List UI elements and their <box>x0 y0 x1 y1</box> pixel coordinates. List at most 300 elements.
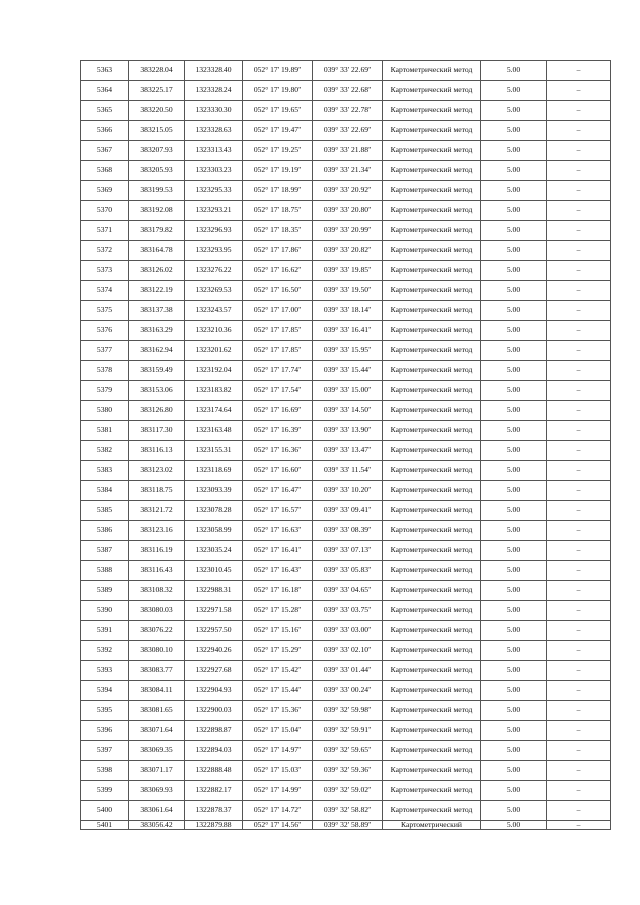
point-number-cell: 5385 <box>81 501 129 521</box>
method-cell: Картометрический <box>383 821 481 830</box>
longitude-cell: 039° 32' 58.89" <box>313 821 383 830</box>
x-coordinate-cell: 383056.42 <box>129 821 185 830</box>
longitude-cell: 039° 32' 58.82" <box>313 801 383 821</box>
y-coordinate-cell: 1323201.62 <box>185 341 243 361</box>
table-row <box>81 261 611 281</box>
method-cell: Картометрический метод <box>383 121 481 141</box>
accuracy-cell: 5.00 <box>481 761 547 781</box>
note-cell: – <box>547 441 611 461</box>
point-number-cell: 5392 <box>81 641 129 661</box>
note-cell: – <box>547 261 611 281</box>
longitude-cell: 039° 33' 00.24" <box>313 681 383 701</box>
table-row <box>81 701 611 721</box>
note-cell: – <box>547 821 611 830</box>
method-cell: Картометрический метод <box>383 461 481 481</box>
table-row <box>81 561 611 581</box>
point-number-cell: 5368 <box>81 161 129 181</box>
longitude-cell: 039° 33' 19.50" <box>313 281 383 301</box>
y-coordinate-cell: 1323328.24 <box>185 81 243 101</box>
y-coordinate-cell: 1322888.48 <box>185 761 243 781</box>
longitude-cell: 039° 33' 15.95" <box>313 341 383 361</box>
note-cell: – <box>547 401 611 421</box>
method-cell: Картометрический метод <box>383 181 481 201</box>
note-cell: – <box>547 221 611 241</box>
y-coordinate-cell: 1323295.33 <box>185 181 243 201</box>
longitude-cell: 039° 33' 11.54" <box>313 461 383 481</box>
point-number-cell: 5376 <box>81 321 129 341</box>
method-cell: Картометрический метод <box>383 261 481 281</box>
latitude-cell: 052° 17' 16.63" <box>243 521 313 541</box>
longitude-cell: 039° 33' 22.68" <box>313 81 383 101</box>
longitude-cell: 039° 32' 59.65" <box>313 741 383 761</box>
latitude-cell: 052° 17' 15.42" <box>243 661 313 681</box>
point-number-cell: 5380 <box>81 401 129 421</box>
note-cell: – <box>547 741 611 761</box>
point-number-cell: 5366 <box>81 121 129 141</box>
accuracy-cell: 5.00 <box>481 601 547 621</box>
y-coordinate-cell: 1323010.45 <box>185 561 243 581</box>
x-coordinate-cell: 383083.77 <box>129 661 185 681</box>
x-coordinate-cell: 383162.94 <box>129 341 185 361</box>
table-row <box>81 321 611 341</box>
y-coordinate-cell: 1323192.04 <box>185 361 243 381</box>
note-cell: – <box>547 721 611 741</box>
y-coordinate-cell: 1323078.28 <box>185 501 243 521</box>
x-coordinate-cell: 383069.93 <box>129 781 185 801</box>
point-number-cell: 5384 <box>81 481 129 501</box>
note-cell: – <box>547 761 611 781</box>
x-coordinate-cell: 383123.16 <box>129 521 185 541</box>
method-cell: Картометрический метод <box>383 761 481 781</box>
longitude-cell: 039° 33' 22.69" <box>313 61 383 81</box>
accuracy-cell: 5.00 <box>481 561 547 581</box>
accuracy-cell: 5.00 <box>481 241 547 261</box>
y-coordinate-cell: 1322927.68 <box>185 661 243 681</box>
method-cell: Картометрический метод <box>383 281 481 301</box>
latitude-cell: 052° 17' 15.29" <box>243 641 313 661</box>
longitude-cell: 039° 32' 59.36" <box>313 761 383 781</box>
x-coordinate-cell: 383164.78 <box>129 241 185 261</box>
y-coordinate-cell: 1323296.93 <box>185 221 243 241</box>
method-cell: Картометрический метод <box>383 201 481 221</box>
method-cell: Картометрический метод <box>383 101 481 121</box>
method-cell: Картометрический метод <box>383 321 481 341</box>
y-coordinate-cell: 1323293.21 <box>185 201 243 221</box>
latitude-cell: 052° 17' 17.86" <box>243 241 313 261</box>
longitude-cell: 039° 33' 20.80" <box>313 201 383 221</box>
x-coordinate-cell: 383137.38 <box>129 301 185 321</box>
x-coordinate-cell: 383199.53 <box>129 181 185 201</box>
point-number-cell: 5378 <box>81 361 129 381</box>
longitude-cell: 039° 33' 20.82" <box>313 241 383 261</box>
note-cell: – <box>547 661 611 681</box>
table-row <box>81 101 611 121</box>
x-coordinate-cell: 383220.50 <box>129 101 185 121</box>
note-cell: – <box>547 281 611 301</box>
table-body <box>81 61 611 830</box>
x-coordinate-cell: 383179.82 <box>129 221 185 241</box>
table-row <box>81 541 611 561</box>
latitude-cell: 052° 17' 16.39" <box>243 421 313 441</box>
accuracy-cell: 5.00 <box>481 501 547 521</box>
x-coordinate-cell: 383192.08 <box>129 201 185 221</box>
latitude-cell: 052° 17' 16.47" <box>243 481 313 501</box>
point-number-cell: 5370 <box>81 201 129 221</box>
x-coordinate-cell: 383081.65 <box>129 701 185 721</box>
accuracy-cell: 5.00 <box>481 301 547 321</box>
x-coordinate-cell: 383069.35 <box>129 741 185 761</box>
x-coordinate-cell: 383159.49 <box>129 361 185 381</box>
x-coordinate-cell: 383153.06 <box>129 381 185 401</box>
table-row <box>81 601 611 621</box>
y-coordinate-cell: 1322971.58 <box>185 601 243 621</box>
table-row <box>81 241 611 261</box>
point-number-cell: 5393 <box>81 661 129 681</box>
y-coordinate-cell: 1323328.40 <box>185 61 243 81</box>
latitude-cell: 052° 17' 17.85" <box>243 321 313 341</box>
point-number-cell: 5364 <box>81 81 129 101</box>
latitude-cell: 052° 17' 14.99" <box>243 781 313 801</box>
method-cell: Картометрический метод <box>383 521 481 541</box>
point-number-cell: 5398 <box>81 761 129 781</box>
accuracy-cell: 5.00 <box>481 541 547 561</box>
table-row <box>81 161 611 181</box>
method-cell: Картометрический метод <box>383 581 481 601</box>
x-coordinate-cell: 383080.10 <box>129 641 185 661</box>
latitude-cell: 052° 17' 19.25" <box>243 141 313 161</box>
longitude-cell: 039° 33' 15.44" <box>313 361 383 381</box>
latitude-cell: 052° 17' 15.16" <box>243 621 313 641</box>
note-cell: – <box>547 521 611 541</box>
method-cell: Картометрический метод <box>383 341 481 361</box>
note-cell: – <box>547 461 611 481</box>
accuracy-cell: 5.00 <box>481 621 547 641</box>
accuracy-cell: 5.00 <box>481 121 547 141</box>
table-row <box>81 721 611 741</box>
accuracy-cell: 5.00 <box>481 461 547 481</box>
latitude-cell: 052° 17' 16.41" <box>243 541 313 561</box>
latitude-cell: 052° 17' 16.18" <box>243 581 313 601</box>
y-coordinate-cell: 1323293.95 <box>185 241 243 261</box>
accuracy-cell: 5.00 <box>481 661 547 681</box>
x-coordinate-cell: 383071.17 <box>129 761 185 781</box>
x-coordinate-cell: 383116.43 <box>129 561 185 581</box>
note-cell: – <box>547 541 611 561</box>
latitude-cell: 052° 17' 19.65" <box>243 101 313 121</box>
point-number-cell: 5382 <box>81 441 129 461</box>
y-coordinate-cell: 1323269.53 <box>185 281 243 301</box>
table-row <box>81 401 611 421</box>
x-coordinate-cell: 383116.19 <box>129 541 185 561</box>
x-coordinate-cell: 383071.64 <box>129 721 185 741</box>
table-row <box>81 821 611 830</box>
note-cell: – <box>547 601 611 621</box>
latitude-cell: 052° 17' 16.69" <box>243 401 313 421</box>
accuracy-cell: 5.00 <box>481 421 547 441</box>
y-coordinate-cell: 1322879.88 <box>185 821 243 830</box>
note-cell: – <box>547 381 611 401</box>
table-row <box>81 461 611 481</box>
longitude-cell: 039° 33' 15.00" <box>313 381 383 401</box>
table-row <box>81 301 611 321</box>
table-row <box>81 741 611 761</box>
note-cell: – <box>547 301 611 321</box>
table-row <box>81 181 611 201</box>
accuracy-cell: 5.00 <box>481 141 547 161</box>
point-number-cell: 5383 <box>81 461 129 481</box>
point-number-cell: 5395 <box>81 701 129 721</box>
point-number-cell: 5363 <box>81 61 129 81</box>
table-row <box>81 141 611 161</box>
longitude-cell: 039° 33' 01.44" <box>313 661 383 681</box>
table-row <box>81 201 611 221</box>
x-coordinate-cell: 383163.29 <box>129 321 185 341</box>
note-cell: – <box>547 641 611 661</box>
y-coordinate-cell: 1322900.03 <box>185 701 243 721</box>
accuracy-cell: 5.00 <box>481 221 547 241</box>
method-cell: Картометрический метод <box>383 741 481 761</box>
point-number-cell: 5396 <box>81 721 129 741</box>
y-coordinate-cell: 1322957.50 <box>185 621 243 641</box>
method-cell: Картометрический метод <box>383 221 481 241</box>
y-coordinate-cell: 1323303.23 <box>185 161 243 181</box>
y-coordinate-cell: 1323035.24 <box>185 541 243 561</box>
method-cell: Картометрический метод <box>383 81 481 101</box>
latitude-cell: 052° 17' 17.74" <box>243 361 313 381</box>
longitude-cell: 039° 33' 13.47" <box>313 441 383 461</box>
y-coordinate-cell: 1323093.39 <box>185 481 243 501</box>
latitude-cell: 052° 17' 15.03" <box>243 761 313 781</box>
longitude-cell: 039° 33' 22.69" <box>313 121 383 141</box>
accuracy-cell: 5.00 <box>481 201 547 221</box>
note-cell: – <box>547 421 611 441</box>
note-cell: – <box>547 801 611 821</box>
longitude-cell: 039° 33' 21.34" <box>313 161 383 181</box>
accuracy-cell: 5.00 <box>481 821 547 830</box>
x-coordinate-cell: 383061.64 <box>129 801 185 821</box>
table-row <box>81 501 611 521</box>
method-cell: Картометрический метод <box>383 401 481 421</box>
latitude-cell: 052° 17' 17.54" <box>243 381 313 401</box>
longitude-cell: 039° 33' 19.85" <box>313 261 383 281</box>
y-coordinate-cell: 1322882.17 <box>185 781 243 801</box>
latitude-cell: 052° 17' 19.47" <box>243 121 313 141</box>
table-row <box>81 761 611 781</box>
table-row <box>81 661 611 681</box>
method-cell: Картометрический метод <box>383 61 481 81</box>
accuracy-cell: 5.00 <box>481 261 547 281</box>
y-coordinate-cell: 1322878.37 <box>185 801 243 821</box>
x-coordinate-cell: 383207.93 <box>129 141 185 161</box>
method-cell: Картометрический метод <box>383 641 481 661</box>
accuracy-cell: 5.00 <box>481 781 547 801</box>
point-number-cell: 5391 <box>81 621 129 641</box>
x-coordinate-cell: 383117.30 <box>129 421 185 441</box>
point-number-cell: 5373 <box>81 261 129 281</box>
accuracy-cell: 5.00 <box>481 701 547 721</box>
longitude-cell: 039° 33' 03.00" <box>313 621 383 641</box>
method-cell: Картометрический метод <box>383 541 481 561</box>
point-number-cell: 5387 <box>81 541 129 561</box>
table-row <box>81 781 611 801</box>
point-number-cell: 5372 <box>81 241 129 261</box>
longitude-cell: 039° 33' 05.83" <box>313 561 383 581</box>
longitude-cell: 039° 33' 18.14" <box>313 301 383 321</box>
table-row <box>81 361 611 381</box>
y-coordinate-cell: 1323313.43 <box>185 141 243 161</box>
x-coordinate-cell: 383126.80 <box>129 401 185 421</box>
y-coordinate-cell: 1323183.82 <box>185 381 243 401</box>
longitude-cell: 039° 33' 20.92" <box>313 181 383 201</box>
table-row <box>81 381 611 401</box>
method-cell: Картометрический метод <box>383 481 481 501</box>
longitude-cell: 039° 33' 20.99" <box>313 221 383 241</box>
accuracy-cell: 5.00 <box>481 401 547 421</box>
longitude-cell: 039° 33' 21.88" <box>313 141 383 161</box>
table-row <box>81 81 611 101</box>
point-number-cell: 5381 <box>81 421 129 441</box>
latitude-cell: 052° 17' 16.50" <box>243 281 313 301</box>
accuracy-cell: 5.00 <box>481 361 547 381</box>
longitude-cell: 039° 33' 08.39" <box>313 521 383 541</box>
note-cell: – <box>547 781 611 801</box>
note-cell: – <box>547 181 611 201</box>
longitude-cell: 039° 33' 14.50" <box>313 401 383 421</box>
point-number-cell: 5374 <box>81 281 129 301</box>
method-cell: Картометрический метод <box>383 601 481 621</box>
note-cell: – <box>547 681 611 701</box>
table-row <box>81 481 611 501</box>
table-row <box>81 801 611 821</box>
latitude-cell: 052° 17' 18.35" <box>243 221 313 241</box>
method-cell: Картометрический метод <box>383 361 481 381</box>
latitude-cell: 052° 17' 19.89" <box>243 61 313 81</box>
note-cell: – <box>547 141 611 161</box>
point-number-cell: 5401 <box>81 821 129 830</box>
y-coordinate-cell: 1323174.64 <box>185 401 243 421</box>
accuracy-cell: 5.00 <box>481 741 547 761</box>
point-number-cell: 5367 <box>81 141 129 161</box>
longitude-cell: 039° 33' 16.41" <box>313 321 383 341</box>
method-cell: Картометрический метод <box>383 661 481 681</box>
latitude-cell: 052° 17' 16.60" <box>243 461 313 481</box>
x-coordinate-cell: 383116.13 <box>129 441 185 461</box>
accuracy-cell: 5.00 <box>481 321 547 341</box>
y-coordinate-cell: 1323210.36 <box>185 321 243 341</box>
latitude-cell: 052° 17' 14.56" <box>243 821 313 830</box>
note-cell: – <box>547 621 611 641</box>
accuracy-cell: 5.00 <box>481 101 547 121</box>
note-cell: – <box>547 61 611 81</box>
latitude-cell: 052° 17' 19.80" <box>243 81 313 101</box>
point-number-cell: 5371 <box>81 221 129 241</box>
note-cell: – <box>547 361 611 381</box>
accuracy-cell: 5.00 <box>481 161 547 181</box>
latitude-cell: 052° 17' 18.75" <box>243 201 313 221</box>
method-cell: Картометрический метод <box>383 681 481 701</box>
note-cell: – <box>547 341 611 361</box>
note-cell: – <box>547 201 611 221</box>
point-number-cell: 5386 <box>81 521 129 541</box>
y-coordinate-cell: 1323328.63 <box>185 121 243 141</box>
longitude-cell: 039° 32' 59.98" <box>313 701 383 721</box>
table-row <box>81 641 611 661</box>
table-row <box>81 421 611 441</box>
accuracy-cell: 5.00 <box>481 81 547 101</box>
method-cell: Картометрический метод <box>383 621 481 641</box>
y-coordinate-cell: 1322988.31 <box>185 581 243 601</box>
note-cell: – <box>547 81 611 101</box>
y-coordinate-cell: 1322894.03 <box>185 741 243 761</box>
method-cell: Картометрический метод <box>383 501 481 521</box>
latitude-cell: 052° 17' 14.72" <box>243 801 313 821</box>
latitude-cell: 052° 17' 17.00" <box>243 301 313 321</box>
latitude-cell: 052° 17' 17.85" <box>243 341 313 361</box>
point-number-cell: 5394 <box>81 681 129 701</box>
longitude-cell: 039° 33' 03.75" <box>313 601 383 621</box>
y-coordinate-cell: 1322904.93 <box>185 681 243 701</box>
longitude-cell: 039° 33' 07.13" <box>313 541 383 561</box>
table-row <box>81 621 611 641</box>
y-coordinate-cell: 1323243.57 <box>185 301 243 321</box>
point-number-cell: 5390 <box>81 601 129 621</box>
accuracy-cell: 5.00 <box>481 181 547 201</box>
accuracy-cell: 5.00 <box>481 61 547 81</box>
latitude-cell: 052° 17' 14.97" <box>243 741 313 761</box>
point-number-cell: 5400 <box>81 801 129 821</box>
note-cell: – <box>547 481 611 501</box>
method-cell: Картометрический метод <box>383 801 481 821</box>
y-coordinate-cell: 1323058.99 <box>185 521 243 541</box>
latitude-cell: 052° 17' 15.04" <box>243 721 313 741</box>
table-row <box>81 281 611 301</box>
table-row <box>81 521 611 541</box>
longitude-cell: 039° 33' 04.65" <box>313 581 383 601</box>
accuracy-cell: 5.00 <box>481 441 547 461</box>
longitude-cell: 039° 33' 10.20" <box>313 481 383 501</box>
method-cell: Картометрический метод <box>383 781 481 801</box>
x-coordinate-cell: 383228.04 <box>129 61 185 81</box>
accuracy-cell: 5.00 <box>481 681 547 701</box>
table-row <box>81 221 611 241</box>
x-coordinate-cell: 383118.75 <box>129 481 185 501</box>
latitude-cell: 052° 17' 19.19" <box>243 161 313 181</box>
accuracy-cell: 5.00 <box>481 641 547 661</box>
table-row <box>81 441 611 461</box>
note-cell: – <box>547 321 611 341</box>
x-coordinate-cell: 383205.93 <box>129 161 185 181</box>
y-coordinate-cell: 1323330.30 <box>185 101 243 121</box>
accuracy-cell: 5.00 <box>481 581 547 601</box>
point-number-cell: 5397 <box>81 741 129 761</box>
table-row <box>81 341 611 361</box>
table-row <box>81 581 611 601</box>
table-row <box>81 61 611 81</box>
method-cell: Картометрический метод <box>383 381 481 401</box>
latitude-cell: 052° 17' 16.36" <box>243 441 313 461</box>
note-cell: – <box>547 501 611 521</box>
point-number-cell: 5389 <box>81 581 129 601</box>
method-cell: Картометрический метод <box>383 701 481 721</box>
latitude-cell: 052° 17' 18.99" <box>243 181 313 201</box>
method-cell: Картометрический метод <box>383 241 481 261</box>
latitude-cell: 052° 17' 15.36" <box>243 701 313 721</box>
x-coordinate-cell: 383126.02 <box>129 261 185 281</box>
method-cell: Картометрический метод <box>383 561 481 581</box>
point-number-cell: 5369 <box>81 181 129 201</box>
method-cell: Картометрический метод <box>383 421 481 441</box>
point-number-cell: 5399 <box>81 781 129 801</box>
